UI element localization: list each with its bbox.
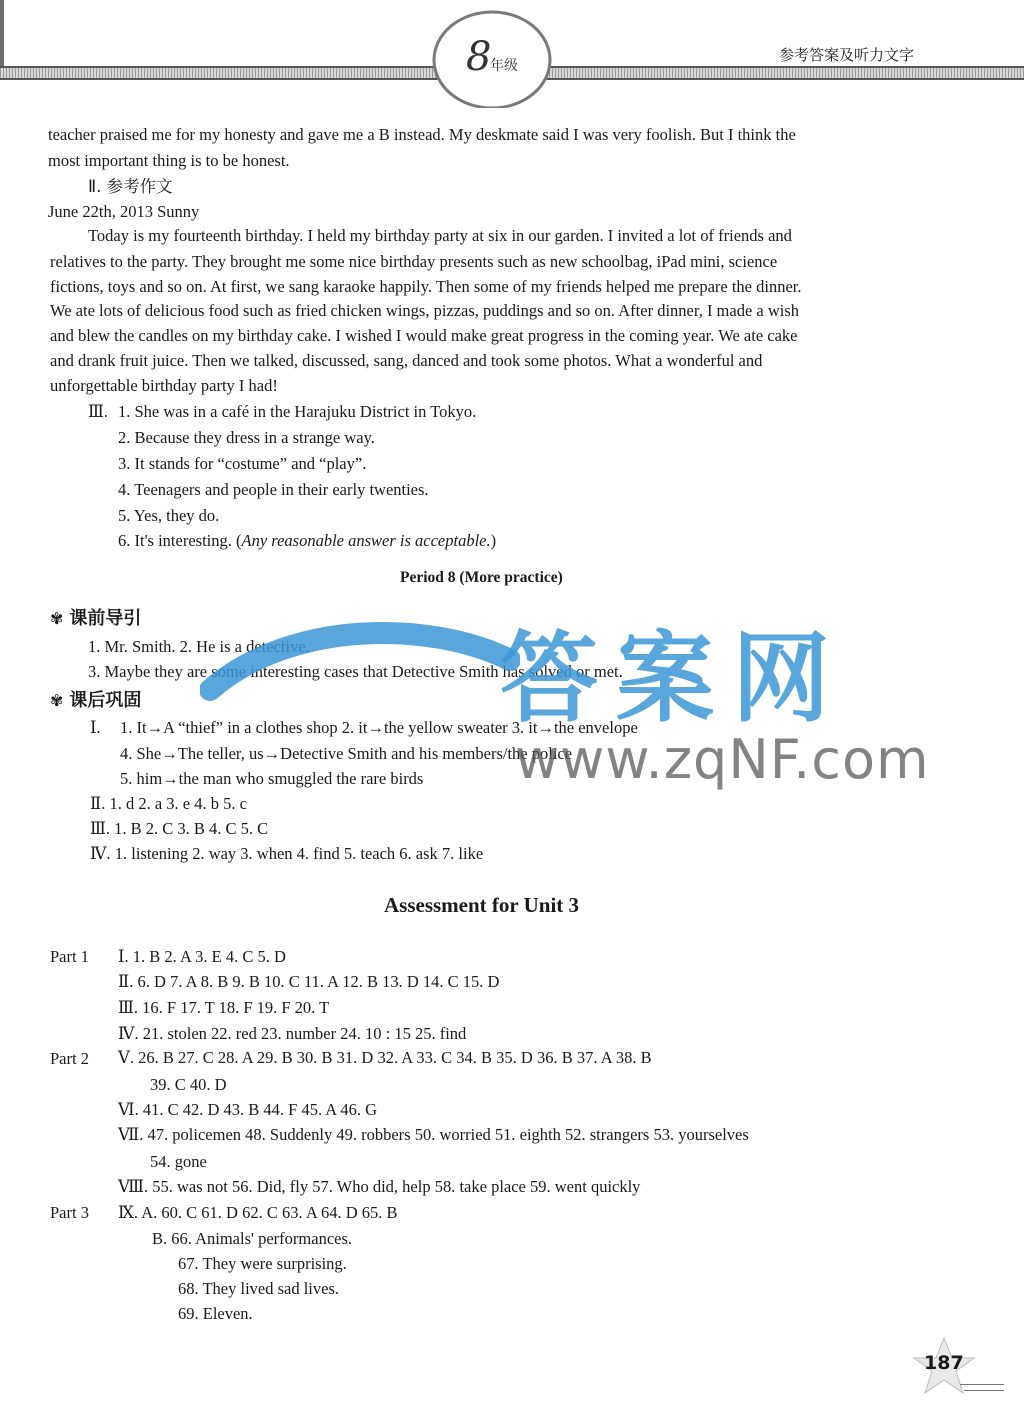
essay-line: We ate lots of delicious food such as fried chicken wings, pizzas, puddings and so on. After dinner, I made a wish bbox=[50, 301, 800, 320]
header-title: 参考答案及听力文字 bbox=[778, 46, 914, 64]
footer-rule bbox=[960, 1384, 1004, 1385]
answer-item: Ⅷ. 55. was not 56. Did, fly 57. Who did, help 58. take place 59. went quickly bbox=[118, 1177, 641, 1196]
answer-item: Ⅱ. 1. d 2. a 3. e 4. b 5. c bbox=[90, 794, 247, 813]
essay-line: and drank fruit juice. Then we talked, discussed, sang, danced and took some photos. What a wonderful and bbox=[50, 351, 763, 370]
section-label: Ⅰ. bbox=[90, 718, 101, 737]
answer-item: Ⅲ. 1. B 2. C 3. B 4. C 5. C bbox=[90, 819, 269, 838]
answer-item: 4. Teenagers and people in their early twenties. bbox=[118, 480, 429, 499]
answer-item: Ⅴ. 26. B 27. C 28. A 29. B 30. B 31. D 32. A 33. C 34. B 35. D 36. B 37. A 38. B bbox=[118, 1048, 652, 1067]
answer-item: 39. C 40. D bbox=[150, 1075, 227, 1094]
flower-icon: ✾ bbox=[50, 691, 64, 710]
essay-line: relatives to the party. They brought me some nice birthday presents such as new schoolbag, iPad mini, science bbox=[50, 252, 778, 271]
section-label: Ⅲ. bbox=[88, 402, 109, 421]
answer-item: 69. Eleven. bbox=[178, 1304, 253, 1323]
answer-item: B. 66. Animals' performances. bbox=[152, 1229, 353, 1248]
answer-item: Ⅳ. 21. stolen 22. red 23. number 24. 10 : 15 25. find bbox=[118, 1024, 467, 1043]
answer-item: 1. It→A “thief” in a clothes shop 2. it→the yellow sweater 3. it→the envelope bbox=[120, 718, 638, 737]
page-number: 187 bbox=[924, 1352, 964, 1374]
answer-item: 3. Maybe they are some interesting cases that Detective Smith has solved or met. bbox=[88, 662, 623, 681]
answer-item: Ⅳ. 1. listening 2. way 3. when 4. find 5. teach 6. ask 7. like bbox=[90, 844, 484, 863]
after-heading bbox=[50, 690, 141, 712]
answer-item: Ⅸ. A. 60. C 61. D 62. C 63. A 64. D 65. B bbox=[118, 1203, 398, 1222]
answer-text: 6. It's interesting. ( bbox=[118, 531, 242, 550]
answer-item: Ⅲ. 16. F 17. T 18. F 19. F 20. T bbox=[118, 998, 330, 1017]
essay-line: fictions, toys and so on. At first, we sang karaoke happily. Then some of my friends helped me prepare the dinner. bbox=[50, 277, 802, 296]
answer-item: 5. Yes, they do. bbox=[118, 506, 220, 525]
date-line: June 22th, 2013 Sunny bbox=[48, 202, 200, 221]
watermark-en: www.zqNF.com bbox=[515, 728, 930, 791]
answer-item: 4. She→The teller, us→Detective Smith and his members/the police bbox=[120, 744, 573, 763]
part-label: Part 2 bbox=[50, 1049, 89, 1068]
grade-badge bbox=[432, 8, 552, 108]
paragraph-line: teacher praised me for my honesty and gave me a B instead. My deskmate said I was very foolish. But I think the bbox=[48, 125, 796, 144]
essay-line: unforgettable birthday party I had! bbox=[50, 376, 278, 395]
period-title: Period 8 (More practice) bbox=[400, 569, 563, 586]
grade-badge-text: 年级 bbox=[490, 58, 518, 74]
assessment-title: Assessment for Unit 3 bbox=[384, 893, 580, 917]
answer-item: 5. him→the man who smuggled the rare birds bbox=[120, 769, 424, 788]
section-heading: Ⅱ. 参考作文 bbox=[88, 177, 173, 196]
answer-item bbox=[118, 530, 496, 552]
paragraph-line: most important thing is to be honest. bbox=[48, 151, 290, 170]
watermark-cn: 答案网 bbox=[500, 622, 849, 736]
heading-text: 课前导引 bbox=[69, 608, 142, 629]
heading-text: 课后巩固 bbox=[69, 690, 142, 711]
essay-line: and blew the candles on my birthday cake. I wished I would make great progress in the coming year. We ate cake bbox=[50, 326, 798, 345]
essay-line: Today is my fourteenth birthday. I held my birthday party at six in our garden. I invited a lot of friends and bbox=[88, 226, 792, 245]
part-label: Part 3 bbox=[50, 1203, 89, 1222]
part-label: Part 1 bbox=[50, 947, 89, 966]
grade-badge-number: 8 bbox=[466, 34, 492, 80]
answer-item: 54. gone bbox=[150, 1152, 207, 1171]
answer-text: ) bbox=[490, 531, 497, 550]
answer-item: 3. It stands for “costume” and “play”. bbox=[118, 454, 367, 473]
answer-item: Ⅰ. 1. B 2. A 3. E 4. C 5. D bbox=[118, 947, 286, 966]
answer-note: Any reasonable answer is acceptable. bbox=[241, 531, 491, 550]
footer-rule bbox=[964, 1390, 1004, 1391]
answer-item: 1. Mr. Smith. 2. He is a detective. bbox=[88, 637, 310, 656]
answer-item: 67. They were surprising. bbox=[178, 1254, 347, 1273]
flower-icon: ✾ bbox=[50, 609, 64, 628]
answer-item: 68. They lived sad lives. bbox=[178, 1279, 340, 1298]
pre-guide-heading bbox=[50, 608, 141, 630]
answer-item: 2. Because they dress in a strange way. bbox=[118, 428, 375, 447]
answer-item: Ⅵ. 41. C 42. D 43. B 44. F 45. A 46. G bbox=[118, 1100, 378, 1119]
answer-item: 1. She was in a café in the Harajuku District in Tokyo. bbox=[118, 402, 477, 421]
answer-item: Ⅱ. 6. D 7. A 8. B 9. B 10. C 11. A 12. B 13. D 14. C 15. D bbox=[118, 972, 500, 991]
answer-item: Ⅶ. 47. policemen 48. Suddenly 49. robbers 50. worried 51. eighth 52. strangers 53. yourselves bbox=[118, 1125, 749, 1144]
